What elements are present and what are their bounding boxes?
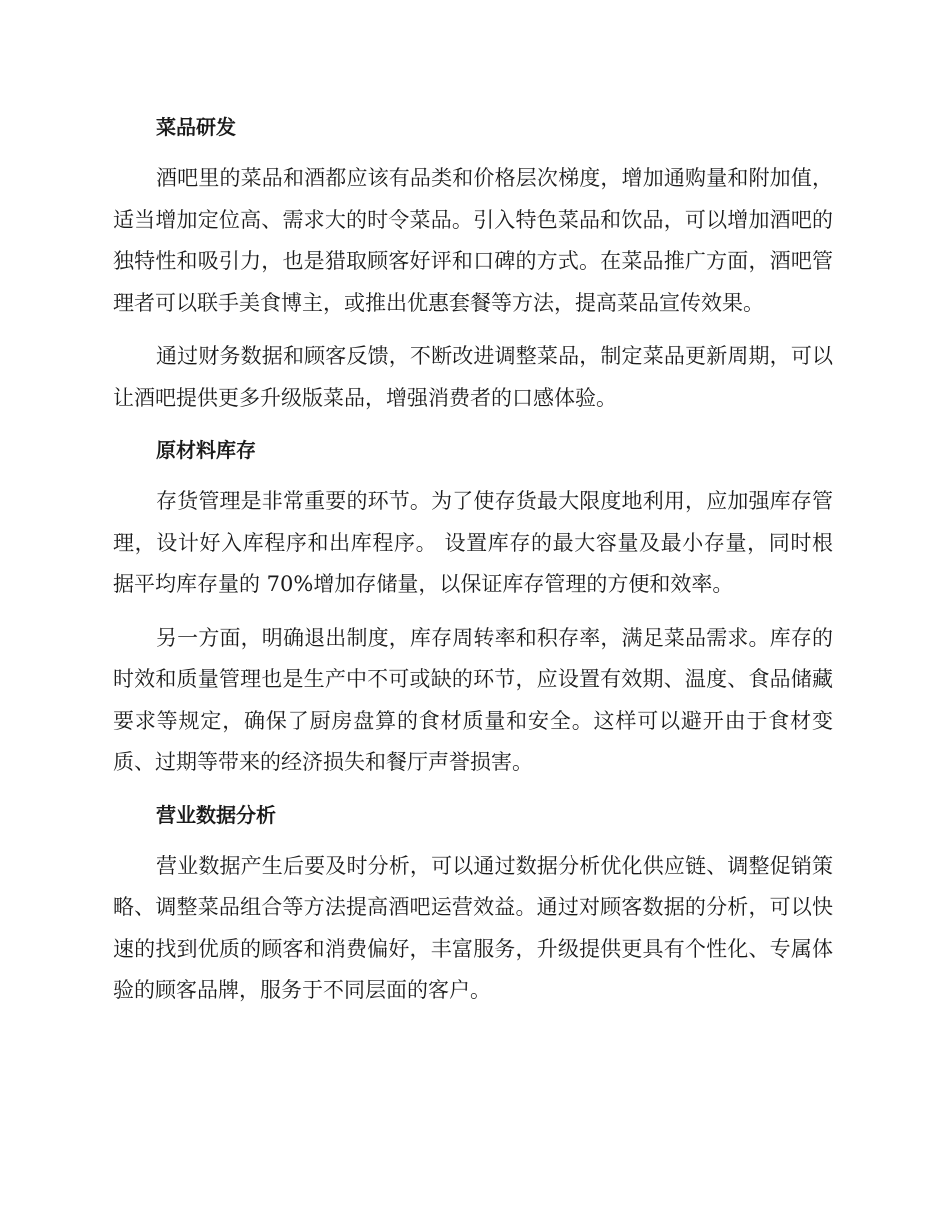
paragraph: 酒吧里的菜品和酒都应该有品类和价格层次梯度，增加通购量和附加值，适当增加定位高、需求大的时令菜品。引入特色菜品和饮品，可以增加酒吧的独特性和吸引力，也是猎取顾客好评和口碑的方式。在菜品推广方面，酒吧管理者可以联手美食博主，或推出优惠套餐等方法，提高菜品宣传效果。 xyxy=(113,166,833,315)
section-business-data-analysis xyxy=(113,796,833,1012)
paragraph: 营业数据产生后要及时分析，可以通过数据分析优化供应链、调整促销策略、调整菜品组合等方法提高酒吧运营效益。通过对顾客数据的分析，可以快速的找到优质的顾客和消费偏好，丰富服务，升级提供更具有个性化、专属体验的顾客品牌，服务于不同层面的客户。 xyxy=(113,853,833,1002)
section-heading: 原材料库存 xyxy=(156,438,256,462)
document-page xyxy=(113,108,833,1024)
paragraph: 通过财务数据和顾客反馈，不断改进调整菜品，制定菜品更新周期，可以让酒吧提供更多升级版菜品，增强消费者的口感体验。 xyxy=(113,344,833,410)
section-raw-material-inventory xyxy=(113,431,833,784)
section-heading: 营业数据分析 xyxy=(156,802,276,827)
paragraph: 另一方面，明确退出制度，库存周转率和积存率，满足菜品需求。库存的时效和质量管理也是生产中不可或缺的环节，应设置有效期、温度、食品储藏要求等规定，确保了厨房盘算的食材质量和安全。这样可以避开由于食材变质、过期等带来的经济损失和餐厅声誉损害。 xyxy=(113,625,833,774)
paragraph: 存货管理是非常重要的环节。为了使存货最大限度地利用，应加强库存管理，设计好入库程序和出库程序。 设置库存的最大容量及最小存量，同时根据平均库存量的 70%增加存储量，以保证库存管理的方便和效率。 xyxy=(113,489,833,596)
section-heading: 菜品研发 xyxy=(156,115,236,139)
section-dish-development xyxy=(113,108,833,419)
